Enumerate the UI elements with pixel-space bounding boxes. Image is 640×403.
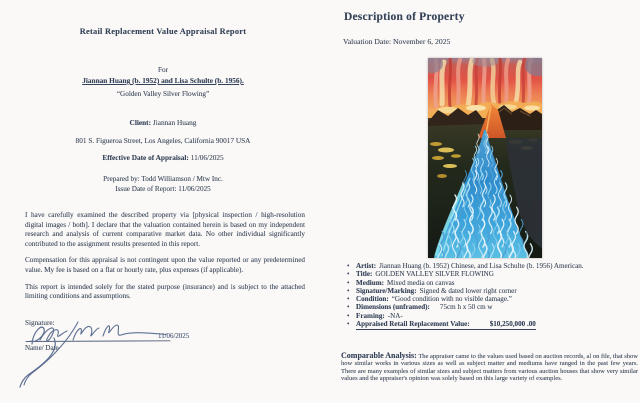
for-label: For [158, 66, 168, 74]
valuation-date: Valuation Date: November 6, 2025 [343, 37, 451, 46]
detail-framing [356, 312, 638, 320]
detail-title [356, 270, 638, 278]
signature-label: Signature: [25, 319, 55, 327]
artwork-painting-svg [428, 58, 542, 258]
signature-script [18, 317, 228, 399]
detail-value: Jiannan Huang (b. 1952) Chinese, and Lisa Schulte (b. 1956) American. [379, 262, 584, 270]
property-details [356, 262, 638, 330]
effective-date-value: 11/06/2025 [190, 153, 224, 162]
client-address: 801 S. Figueroa Street, Los Angeles, California 90017 USA [75, 136, 251, 145]
client-line [25, 118, 301, 127]
detail-label: Artist: [356, 262, 377, 270]
paragraph-examination: I have carefully examined the described property via [physical inspection / high-resolution digital images / both]. I declare that the valuation contained herein is based on my independent research and analysis of current comparative market data. No other individual significantly contributed to the assignment results presented in this report. [25, 211, 305, 248]
detail-label: Framing: [356, 311, 385, 320]
signature-date: 11/06/2025 [158, 333, 190, 340]
detail-label: Appraised Retail Replacement Value: [356, 320, 470, 329]
detail-value: 75cm h x 50 cm w [439, 303, 493, 312]
prepared-by-line: Prepared by: Todd Williamson / Mtw Inc. [103, 175, 223, 183]
effective-date-label: Effective Date of Appraisal: [102, 153, 189, 162]
name-date-label: Name/ Date [25, 344, 59, 352]
detail-label: Signature/Marking: [356, 286, 417, 295]
effective-date-line [25, 153, 301, 162]
report-title: Retail Replacement Value Appraisal Report [79, 27, 247, 36]
detail-value: GOLDEN VALLEY SILVER FLOWING [375, 270, 494, 279]
detail-medium [356, 279, 638, 287]
description-header: Description of Property [344, 11, 465, 23]
detail-signature-marking [356, 287, 638, 295]
detail-value: “Good condition with no visible damage.” [391, 295, 512, 304]
client-names: Jiannan Huang (b. 1952) and Lisa Schulte (b. 1956). [82, 76, 244, 85]
comparable-analysis [341, 352, 638, 383]
detail-condition [356, 295, 638, 303]
detail-label: Dimensions (unframed): [356, 303, 430, 312]
detail-value: $10,250,000 .00 [489, 320, 536, 329]
detail-label: Medium: [356, 278, 384, 287]
comparable-analysis-label: Comparable Analysis: [341, 351, 417, 360]
property-detail-list [356, 262, 638, 330]
declaration-paragraphs [25, 211, 305, 309]
issue-date-line: Issue Date of Report: 11/06/2025 [115, 185, 211, 193]
detail-dimensions [356, 303, 638, 311]
artwork-image [428, 58, 542, 258]
detail-value: Signed & dated lower right corner [419, 286, 517, 295]
comparable-analysis-text: The appraiser came to the values used based on auction records, al on file, that show how similar works in various sizes as well as subject matter and mediums have ranged in the past few years. There are many examples of similar sizes and subject matters from various auction houses that show very similar values and the appraiser's opinion was solely based on this large variety of examples. [341, 353, 638, 383]
detail-appraised-value [356, 320, 638, 330]
client-value: Jiannan Huang [152, 118, 197, 127]
detail-label: Title: [356, 270, 373, 279]
detail-value: -NA- [387, 311, 403, 320]
paragraph-compensation: Compensation for this appraisal is not contingent upon the value reported or any predetermined value. My fee is based on a flat or hourly rate, plus expenses (if applicable). [25, 256, 305, 274]
artwork-title-quoted: “Golden Valley Silver Flowing” [116, 90, 210, 98]
client-label: Client: [129, 118, 152, 127]
detail-label: Condition: [356, 295, 389, 304]
detail-value: Mixed media on canvas [386, 278, 455, 287]
detail-artist [356, 262, 638, 270]
paragraph-purpose: This report is intended solely for the stated purpose (insurance) and is subject to the attached limiting conditions and assumptions. [25, 282, 305, 301]
